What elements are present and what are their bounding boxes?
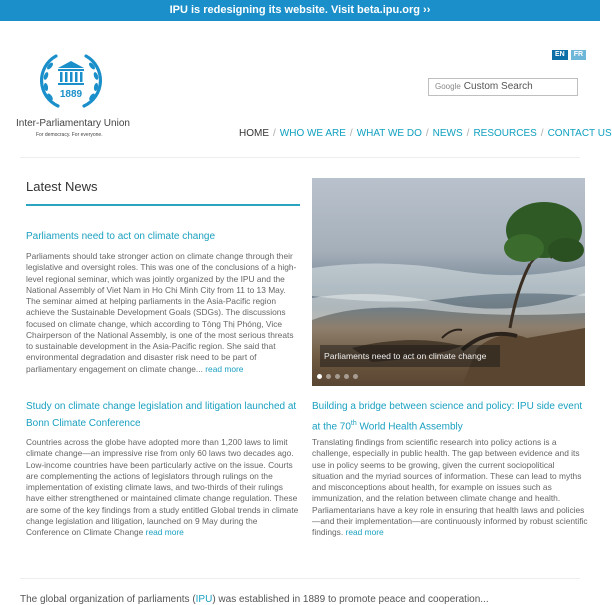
intro-text-end: ) was established in 1889 to promote peace and cooperation... (212, 594, 489, 605)
org-name: Inter-Parliamentary Union (16, 118, 130, 129)
nav-what-we-do[interactable]: WHAT WE DO (356, 128, 422, 139)
redesign-banner[interactable]: IPU is redesigning its website. Visit beta.ipu.org ›› (0, 0, 600, 21)
intro-text-start: The global organization of parliaments ( (20, 594, 196, 605)
article-2-read-more[interactable]: read more (145, 527, 184, 537)
article-1-read-more[interactable]: read more (205, 363, 244, 374)
article-3-body (312, 437, 588, 538)
google-brand: Google (435, 82, 461, 91)
search-input[interactable] (428, 78, 578, 96)
article-2-text: Countries across the globe have adopted more than 1,200 laws to limit climate change—an impressive rise from only 60 laws two decades ago. Low-income countries have been particularly active on the issue. Courts are complementing the actions of legislators through rulings on the implementation of existing climate laws, and two-thirds of their rulings have either strengthened or maintained climate change regulation. These are some of the key findings from a study entitled Global trends in climate change legislation and litigation, launched on 9 May during the Conference on Climate Change (26, 437, 299, 537)
article-3-title[interactable] (312, 398, 588, 435)
article-3-read-more[interactable]: read more (345, 527, 384, 537)
nav-resources[interactable]: RESOURCES (473, 128, 537, 139)
lang-fr[interactable]: FR (571, 50, 586, 60)
intro-ipu-link[interactable]: IPU (195, 594, 213, 605)
slider-dot[interactable] (344, 374, 349, 379)
content-divider (20, 578, 580, 579)
lang-en[interactable]: EN (552, 50, 568, 60)
nav-separator: / (425, 128, 429, 139)
nav-separator: / (273, 128, 276, 139)
nav-separator: / (466, 128, 470, 139)
article-1-text: Parliaments should take stronger action on climate change through their legislative and oversight roles. This was one of the conclusions of a high-level regional seminar, which was jointly organized by the IPU and the National Assembly of Viet Nam in Ho Chi Minh City from 11 to 13 May. The seminar aimed at helping parliaments in the Asia-Pacific region achieve the Sustainable Development Goals (SDGs). The discussions focused on climate change, which according to Tòng Thị Phóng, Vice Chairperson of the National Assembly, is one of the most serious threats to sustainable development in the Asia-Pacific region. She said that environmental degradation and disaster risk need to be part of parliamentary engagement on climate change... (26, 251, 297, 374)
org-tagline: For democracy. For everyone. (36, 132, 103, 138)
article-1-body (26, 251, 302, 375)
latest-news-heading: Latest News (26, 179, 98, 194)
article-1-title[interactable]: Parliaments need to act on climate change (26, 231, 215, 242)
slider-dot[interactable] (326, 374, 331, 379)
slider-dot[interactable] (317, 374, 322, 379)
ipu-logo[interactable] (16, 48, 136, 138)
slider-dot[interactable] (335, 374, 340, 379)
nav-home[interactable]: HOME (239, 128, 269, 139)
main-nav (239, 128, 612, 139)
logo-year: 1889 (59, 89, 83, 100)
nav-news[interactable]: NEWS (432, 128, 463, 139)
laurel-logo-icon (38, 48, 104, 114)
article-2-body (26, 437, 302, 538)
language-switcher (552, 50, 586, 60)
nav-separator: / (540, 128, 544, 139)
header-divider (20, 157, 580, 158)
intro-text (20, 594, 489, 605)
article-3-title-end: World Health Assembly (356, 421, 463, 433)
slider-pager (317, 374, 358, 379)
latest-news-underline (26, 204, 300, 206)
article-3-text: Translating findings from scientific research into policy actions is a challenge, especially in public health. The gap between evidence and its use in policy seems to be growing, given the current sociopolitical situation and the myriad sources of information. These can lead to myths and misconceptions about health, for example on issues such as immunization, and the relation between climate change and health. Parliamentarians have a key role in ensuring that health laws and policies—and their implementation—are continuously informed by robust scientific findings. (312, 437, 588, 537)
article-2-title[interactable]: Study on climate change legislation and litigation launched at Bonn Climate Conference (26, 401, 297, 429)
slider-caption[interactable]: Parliaments need to act on climate change (320, 345, 500, 367)
nav-contact-us[interactable]: CONTACT US (547, 128, 612, 139)
search-placeholder: Custom Search (463, 81, 533, 92)
slider-dot[interactable] (353, 374, 358, 379)
article-3-title-ordinal: th (350, 420, 357, 427)
nav-who-we-are[interactable]: WHO WE ARE (279, 128, 346, 139)
nav-separator: / (349, 128, 353, 139)
article-3-title-start: Building a bridge between science and policy: IPU side event at the 70 (312, 401, 583, 433)
